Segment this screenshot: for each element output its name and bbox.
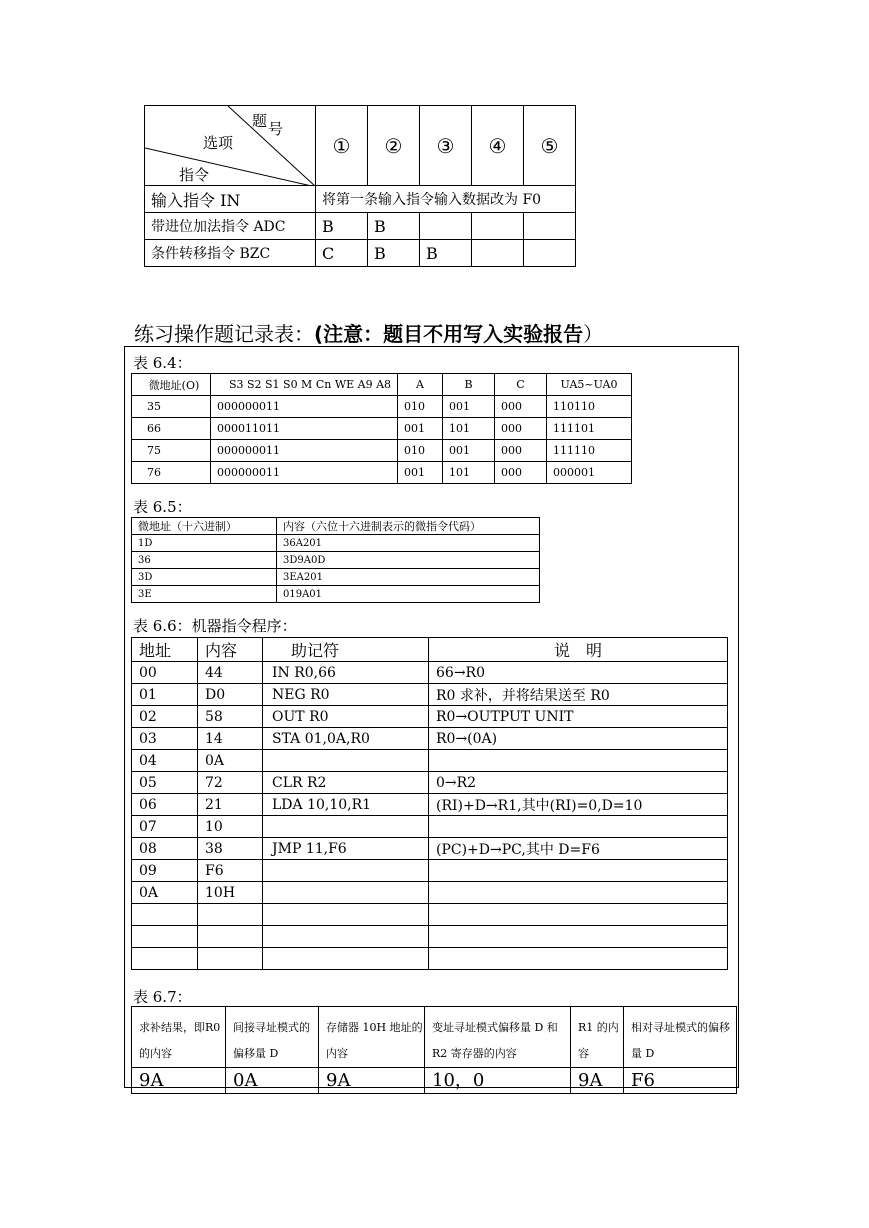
- table-6-6: [131, 637, 728, 970]
- caption-t64: 表 6.4：: [133, 354, 192, 372]
- table-6-7: [131, 1006, 737, 1094]
- cell: 38: [198, 838, 263, 860]
- cell: B: [368, 240, 420, 267]
- cell: 05: [132, 772, 198, 794]
- table-row: [132, 794, 728, 816]
- table-header-row: [132, 638, 728, 662]
- th: S3 S2 S1 S0 M Cn WE A9 A8: [211, 374, 398, 396]
- cell: 75: [132, 440, 211, 462]
- cell: 9A: [571, 1068, 624, 1094]
- cell: 001: [398, 462, 443, 484]
- section-title-bold: (注意：题目不用写入实验报告: [314, 322, 584, 346]
- row-label: 输入指令 IN: [145, 186, 316, 213]
- cell: 000: [495, 440, 547, 462]
- cell: [132, 904, 198, 926]
- cell: 09: [132, 860, 198, 882]
- cell: NEG R0: [263, 684, 429, 706]
- cell: B: [368, 213, 420, 240]
- cell: 000: [495, 418, 547, 440]
- cell: 3D9A0D: [277, 552, 540, 569]
- cell: 110110: [547, 396, 632, 418]
- table-header-row: [132, 518, 540, 535]
- cell: 000000011: [211, 396, 398, 418]
- th: 求补结果，即R0 的内容: [132, 1007, 226, 1068]
- cell: 101: [443, 418, 495, 440]
- table-row: [132, 882, 728, 904]
- header-mid: 选项: [203, 134, 234, 152]
- table-row: [132, 662, 728, 684]
- cell: 3E: [132, 586, 277, 603]
- cell: 9A: [319, 1068, 425, 1094]
- table-row: [132, 838, 728, 860]
- table-row: [132, 860, 728, 882]
- cell: [524, 240, 576, 267]
- cell: JMP 11,F6: [263, 838, 429, 860]
- cell: 000: [495, 462, 547, 484]
- cell: [263, 882, 429, 904]
- cell: 72: [198, 772, 263, 794]
- table-row: [132, 706, 728, 728]
- cell: 01: [132, 684, 198, 706]
- header-bot: 指令: [179, 166, 210, 184]
- cell: 00: [132, 662, 198, 684]
- cell: 010: [398, 396, 443, 418]
- section-title-plain: 练习操作题记录表：: [134, 322, 314, 346]
- cell: [263, 948, 429, 970]
- cell: [524, 213, 576, 240]
- row-label: 带进位加法指令 ADC: [145, 213, 316, 240]
- col-1: ①: [316, 106, 368, 186]
- th: 微地址(O): [132, 374, 211, 396]
- cell: [472, 240, 524, 267]
- th: C: [495, 374, 547, 396]
- cell: [429, 904, 728, 926]
- th: UA5~UA0: [547, 374, 632, 396]
- cell: (PC)+D→PC,其中 D=F6: [429, 838, 728, 860]
- caption-t65: 表 6.5：: [133, 498, 192, 516]
- table-6-4: [131, 373, 632, 484]
- cell: 000000011: [211, 440, 398, 462]
- cell: CLR R2: [263, 772, 429, 794]
- cell: 08: [132, 838, 198, 860]
- cell: [263, 816, 429, 838]
- cell: 1D: [132, 535, 277, 552]
- cell: 000001: [547, 462, 632, 484]
- cell: [429, 750, 728, 772]
- cell: B: [420, 240, 472, 267]
- row-span-text: 将第一条输入指令输入数据改为 F0: [316, 186, 576, 213]
- table-6-5: [131, 517, 540, 603]
- cell: F6: [198, 860, 263, 882]
- cell: [263, 904, 429, 926]
- cell: R0→(0A): [429, 728, 728, 750]
- cell: 111101: [547, 418, 632, 440]
- table-row: [145, 186, 576, 213]
- cell: 010: [398, 440, 443, 462]
- th: B: [443, 374, 495, 396]
- col-5: ⑤: [524, 106, 576, 186]
- cell: [429, 948, 728, 970]
- cell: IN R0,66: [263, 662, 429, 684]
- cell: 101: [443, 462, 495, 484]
- cell: 0A: [198, 750, 263, 772]
- cell: 0A: [226, 1068, 319, 1094]
- cell: [198, 926, 263, 948]
- table-row: [132, 1068, 737, 1094]
- caption-t66: 表 6.6：机器指令程序：: [133, 617, 297, 635]
- table-header-row: [132, 374, 632, 396]
- table-row: [132, 462, 632, 484]
- cell: 07: [132, 816, 198, 838]
- cell: R0→OUTPUT UNIT: [429, 706, 728, 728]
- cell: [132, 926, 198, 948]
- cell: 019A01: [277, 586, 540, 603]
- cell: 0A: [132, 882, 198, 904]
- th: 说 明: [429, 638, 728, 662]
- cell: [429, 860, 728, 882]
- table-row: [145, 213, 576, 240]
- cell: 66→R0: [429, 662, 728, 684]
- th: R1 的内容: [571, 1007, 624, 1068]
- col-3: ③: [420, 106, 472, 186]
- cell: 001: [398, 418, 443, 440]
- cell: 9A: [132, 1068, 226, 1094]
- cell: [198, 948, 263, 970]
- cell: 66: [132, 418, 211, 440]
- th: A: [398, 374, 443, 396]
- cell: [472, 213, 524, 240]
- th: 相对寻址模式的偏移量 D: [624, 1007, 737, 1068]
- cell: 000000011: [211, 462, 398, 484]
- table-row: [132, 728, 728, 750]
- th: 微地址（十六进制）: [132, 518, 277, 535]
- cell: 000: [495, 396, 547, 418]
- th: 内容: [198, 638, 263, 662]
- table-row: [132, 816, 728, 838]
- header-top-b: 号: [268, 120, 284, 138]
- cell: R0 求补，并将结果送至 R0: [429, 684, 728, 706]
- table-row: [132, 772, 728, 794]
- table-row: [132, 926, 728, 948]
- cell: 35: [132, 396, 211, 418]
- table-row: [145, 240, 576, 267]
- cell: [132, 948, 198, 970]
- cell: 03: [132, 728, 198, 750]
- col-2: ②: [368, 106, 420, 186]
- cell: STA 01,0A,R0: [263, 728, 429, 750]
- header-top-a: 题: [252, 112, 268, 130]
- table-row: [132, 418, 632, 440]
- table-header-row: [132, 1007, 737, 1068]
- th: 地址: [132, 638, 198, 662]
- cell: [263, 750, 429, 772]
- cell: 21: [198, 794, 263, 816]
- cell: LDA 10,10,R1: [263, 794, 429, 816]
- cell: 10: [198, 816, 263, 838]
- section-title: [134, 318, 603, 347]
- option-table: [144, 105, 576, 267]
- th: 内容（六位十六进制表示的微指令代码）: [277, 518, 540, 535]
- cell: 0→R2: [429, 772, 728, 794]
- table-row: [132, 684, 728, 706]
- cell: OUT R0: [263, 706, 429, 728]
- cell: 3D: [132, 569, 277, 586]
- cell: 76: [132, 462, 211, 484]
- cell: 001: [443, 396, 495, 418]
- col-4: ④: [472, 106, 524, 186]
- cell: [420, 213, 472, 240]
- cell: 10H: [198, 882, 263, 904]
- table-row: [132, 948, 728, 970]
- th: 存储器 10H 地址的内容: [319, 1007, 425, 1068]
- cell: 06: [132, 794, 198, 816]
- table-row: [132, 569, 540, 586]
- th: 间接寻址模式的偏移量 D: [226, 1007, 319, 1068]
- table-6-6-body: [132, 662, 728, 970]
- row-label: 条件转移指令 BZC: [145, 240, 316, 267]
- cell: B: [316, 213, 368, 240]
- cell: 000011011: [211, 418, 398, 440]
- cell: 14: [198, 728, 263, 750]
- table-row: [132, 396, 632, 418]
- cell: 111110: [547, 440, 632, 462]
- cell: 36A201: [277, 535, 540, 552]
- cell: 44: [198, 662, 263, 684]
- cell: 36: [132, 552, 277, 569]
- cell: F6: [624, 1068, 737, 1094]
- cell: (RI)+D→R1,其中(RI)=0,D=10: [429, 794, 728, 816]
- cell: 001: [443, 440, 495, 462]
- caption-t67: 表 6.7：: [133, 988, 192, 1006]
- table-row: [132, 586, 540, 603]
- table-row: [132, 440, 632, 462]
- cell: 3EA201: [277, 569, 540, 586]
- cell: 58: [198, 706, 263, 728]
- table-row: [132, 750, 728, 772]
- cell: [198, 904, 263, 926]
- cell: 04: [132, 750, 198, 772]
- section-title-end: ）: [583, 322, 604, 346]
- cell: [429, 926, 728, 948]
- cell: [263, 860, 429, 882]
- cell: D0: [198, 684, 263, 706]
- cell: 10，0: [425, 1068, 571, 1094]
- table-row: [132, 552, 540, 569]
- cell: [429, 882, 728, 904]
- th: 变址寻址模式偏移量 D 和 R2 寄存器的内容: [425, 1007, 571, 1068]
- table-row: [132, 904, 728, 926]
- table-row: [132, 535, 540, 552]
- cell: 02: [132, 706, 198, 728]
- cell: [263, 926, 429, 948]
- cell: C: [316, 240, 368, 267]
- th: 助记符: [263, 638, 429, 662]
- cell: [429, 816, 728, 838]
- diagonal-header-cell: [145, 106, 316, 186]
